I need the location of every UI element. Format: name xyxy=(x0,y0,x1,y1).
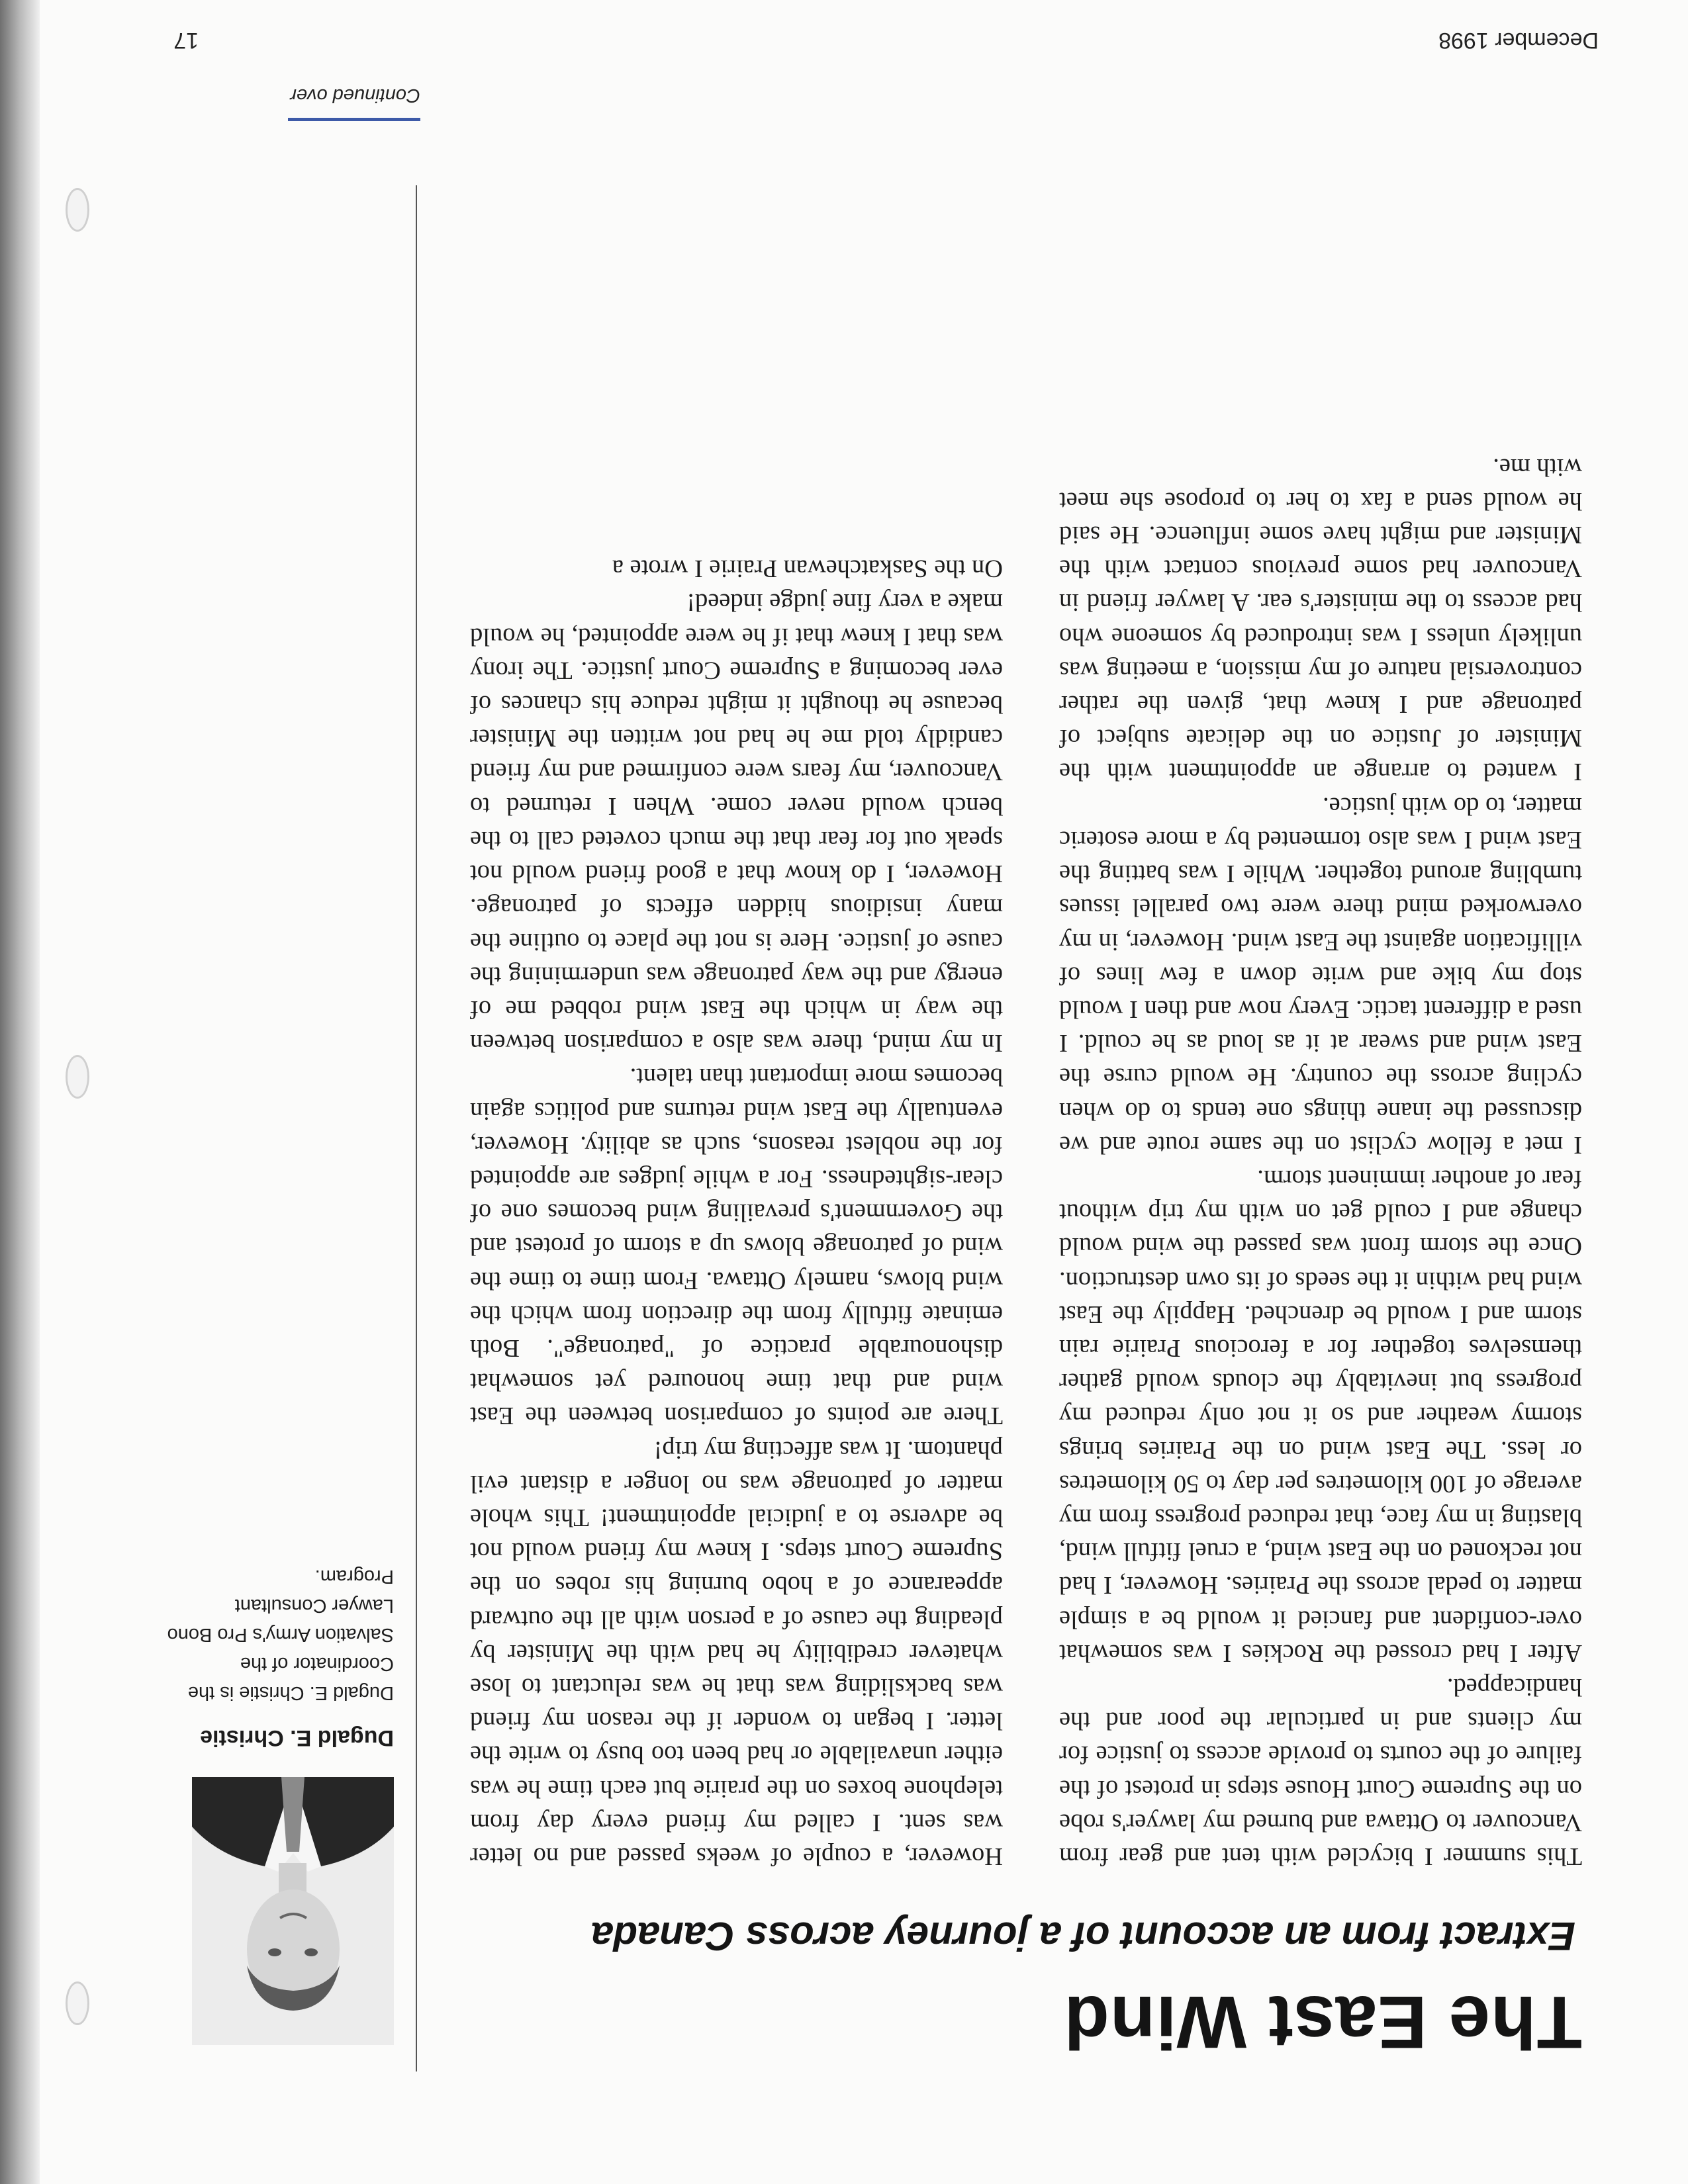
continued-rule xyxy=(288,118,420,121)
page-date: December 1998 xyxy=(1438,28,1599,53)
paragraph: After I had crossed the Rockies I was somewhat over-confident and fancied it would be a simple matter to pedal across the Prairies. However, I had not reckoned on the East wind, a cruel fitfull wind, blasting in my face, that reduced progress from my average of 100 kilometres per day to 50 kilometres or less. The East wind on the Prairies brings stormy weather and so it not only reduced my progress but inevitably the clouds would gather themselves together for a ferocious Prairie rain storm and I would be drenched. Happily the East wind had within it the seeds of its own destruction. Once the storm front was passed the wind would change and I could get on with my trip without fear of another imminent storm. xyxy=(1059,1164,1582,1667)
continued-label: Continued over xyxy=(290,85,420,106)
paragraph: On the Saskatchewan Prairie I wrote a xyxy=(612,555,1003,583)
paragraph: I met a fellow cyclist on the same route and we discussed the inane things one tends to do when cycling across the country. He would curse the East wind and swear at it as loud as he could. I used a different tactic. Every now and then I would stop my bike and write down a few lines of villification against the East wind. However, in my overworked mind there were two parallel issues tumbling around together. While I was batting the East wind I was also tormented by a more esoteric matter, to do with justice. xyxy=(1059,792,1582,1159)
sidebar-divider xyxy=(416,185,417,2071)
page-number: 17 xyxy=(173,28,199,53)
binding-gutter-shadow xyxy=(0,0,40,2184)
punch-hole-icon xyxy=(66,1055,89,1099)
article-column-1 xyxy=(1059,449,1582,1873)
article-column-2 xyxy=(470,551,1003,1873)
paragraph: There are points of comparison between the East wind and that time honoured yet somewhat dishonourable practice of "patronage". Both eminate fitfully from the direction from which the wind blows, namely Ottawa. From time to time the wind of patronage blows up a storm of protest and the Government's prevailing wind becomes one of clear-sightedness. For a while judges are appointed for the noblest reasons, such as ability. However, eventually the East wind returns and politics again becomes more important than talent. xyxy=(470,1063,1003,1430)
author-portrait-icon xyxy=(192,1777,394,2045)
article-subtitle: Extract from an account of a journey across Canada xyxy=(590,1914,1575,1958)
punch-hole-icon xyxy=(66,188,89,232)
paragraph: In my mind, there was also a comparison between the way in which the East wind robbed me of energy and the way patronage was undermining the cause of justice. Here is not the place to outline the many insidious hidden effects of patronage. However, I do know that a good friend would not speak out for fear that the much coveted call to the bench would never come. When I returned to Vancouver, my fears were confirmed and my friend candidly told me he had not written the Minister because he thought it might reduce his chances of ever becoming a Supreme Court justice. The irony was that I knew that if he were appointed, he would make a very fine judge indeed! xyxy=(470,588,1003,1058)
paragraph: I wanted to arrange an appointment with the Minister of Justice on the delicate subject of patronage and I knew that, given the rather controversial nature of my mission, a meeting was unlikely unless I was introduced by someone who had access to the minister's ear. A lawyer friend in Vancouver had some previous contact with the Minister and might have some influence. He said he would send a fax to her to propose she meet with me. xyxy=(1059,453,1582,786)
paragraph: However, a couple of weeks passed and no letter was sent. I called my friend every day from telephone boxes on the prairie but each time he was either unavailable or had been too busy to write the letter. I began to wonder if the reason my friend was backsliding was that he was reluctant to lose whatever credibility he had with the Minister by pleading the cause of a person with all the outward appearance of a hobo burning his robes on the Supreme Court steps. I knew my friend would not be adverse to a judicial appointment! This whole matter of patronage was no longer a distant evil phantom. It was affecting my trip! xyxy=(470,1435,1003,1870)
author-byline: Dugald E. Christie xyxy=(200,1725,394,1751)
article-title: The East Wind xyxy=(1063,1981,1582,2064)
paragraph: This summer I bicycled with tent and gear from Vancouver to Ottawa and burned my lawyer's robe on the Supreme Court House steps in protest of the failure of the courts to provide access to justice for my clients and in particular the poor and the handicapped. xyxy=(1059,1672,1582,1870)
punch-hole-icon xyxy=(66,1981,89,2025)
author-photo xyxy=(192,1777,394,2045)
author-bio: Dugald E. Christie is the Coordinator of the Salvation Army's Pro Bono Lawyer Consultant Program. xyxy=(167,1566,394,1704)
